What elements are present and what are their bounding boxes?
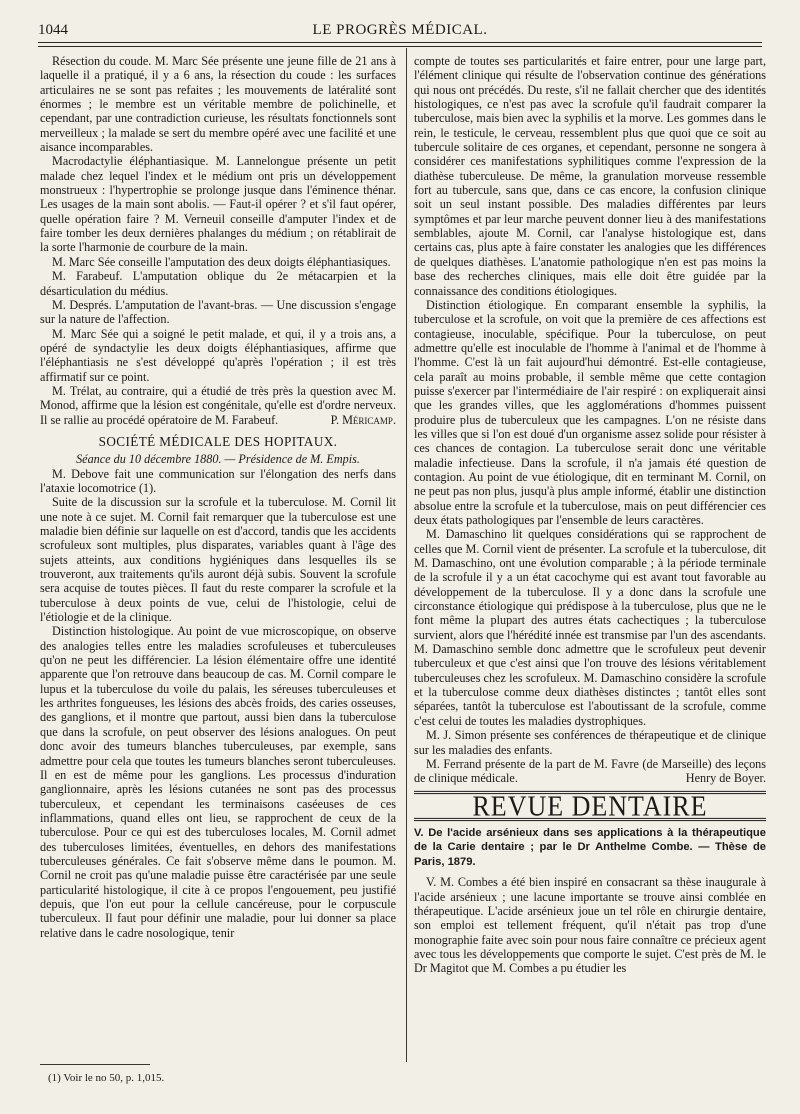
left-column [40,54,396,1064]
signature-boyer: Henry de Boyer. [685,771,766,786]
paragraph-marc-see-2: M. Marc Sée qui a soigné le petit malade, et qui, il y a trois ans, a opéré de syndactylie les deux doigts éléphantiasiques, affirme que l'éléphantiasis ne s'est développé qu'après l'opération ; il est très affirmatif sur ce point. [40,326,396,384]
section-title: SOCIÉTÉ MÉDICALE DES HOPITAUX. [98,433,338,449]
footnote: (1) Voir le no 50, p. 1,015. [48,1072,165,1084]
paragraph-ferrand [414,757,766,786]
paragraph-resection-coude: Résection du coude. M. Marc Sée présente une jeune fille de 21 ans à laquelle il a pratiqué, il y a 6 ans, la résection du coude : les surfaces articulaires ne se sont pas refaites ; les mouvements de latéralité sont énormes ; le membre est un véritable membre de polichinelle, et cependant, par une contradiction curieuse, les résultats fonctionnels sont merveilleux ; la malade se sert du membre opéré avec une facilité et une aisance incomparables. [40,54,396,155]
session-subtitle [40,452,396,466]
revue-subtitle [414,826,766,870]
paragraph-debove: M. Debove fait une communication sur l'élongation des nerfs dans l'ataxie locomotrice (1). [40,466,396,495]
paragraph-macrodactylie: Macrodactylie éléphantiasique. M. Lannelongue présente un petit malade chez lequel l'index et le médium ont pris un développement monstrueux : l'hypertrophie se prolonge jusque dans l'éminence thénar. Les usages de la main sont abolis. — Faut-il opérer ? et s'il faut opérer, quelle opération faire ? M. Verneuil conseille d'amputer l'index et de faire tomber les deux dernières phalanges du médium ; on rétablirait de la sorte l'harmonie de courbure de la main. [40,154,396,255]
header-rule [38,42,762,43]
revue-subtitle-text: V. De l'acide arsénieux dans ses applications à la thérapeutique de la Carie dentaire ; par le Dr Anthelme Combe. — Thèse de Paris, 1879. [414,826,766,868]
paragraph-ferrand-text: M. Ferrand présente de la part de M. Favre (de Marseille) des leçons de clinique médicale. [414,756,766,786]
session-subtitle-text: Séance du 10 décembre 1880. — Présidence de M. Empis. [76,452,360,467]
column-divider [406,48,407,1062]
page-header [38,18,762,42]
paragraph-distinction-etiologique: Distinction étiologique. En comparant ensemble la syphilis, la tuberculose et la scrofule, on voit que la première de ces affections est contagieuse, inoculable, spécifique. Pour la tuberculose, on peut admettre qu'elle est inoculable de l'homme à l'animal et de l'homme à l'homme. C'est là un fait aujourd'hui démontré. Est-elle contagieuse, cela paraît au moins probable, il semble même que cette contagion puisse s'exercer par l'intermédiaire de l'air respiré : on expliquerait ainsi que les grandes villes, que les agglomérations d'hommes puissent produire plus de tuberculeux que les campagnes. L'on ne résiste dans les villes que si l'on est doué d'un organisme assez solide pour résister à ces chances de contagion. La tuberculose serait donc une véritable maladie infectieuse. Dans la scrofule, il n'a jamais été question de contagion. Au point de vue étiologique, dit en terminant M. Cornil, on ne peut pas non plus, jusqu'à plus ample informé, établir une distinction absolue entre la scrofule et la tuberculose, mais on peut différencier ces deux états pathologiques par l'ensemble de leurs caractères. [414,297,766,527]
paragraph-marc-see: M. Marc Sée conseille l'amputation des deux doigts éléphantiasiques. [52,254,391,269]
paragraph-farabeuf: M. Farabeuf. L'amputation oblique du 2e métacarpien et la désarticulation du médius. [40,269,396,298]
paragraph-despres: M. Després. L'amputation de l'avant-bras. — Une discussion s'engage sur la nature de l'affection. [40,297,396,327]
page-number: 1044 [38,22,68,38]
paragraph-discussion: Suite de la discussion sur la scrofule et la tuberculose. M. Cornil lit une note à ce sujet. M. Cornil fait remarquer que la tuberculose est une maladie bien définie sur laquelle on est d'accord, tandis que les accidents scrofuleux sont multiples, plus disparates, variables quant à l'âge des sujets atteints, aux conditions hygiéniques dans lesquelles ils se trouveront, aux traitements qu'ils auront déjà subis. Souvent la scrofule sera acquise de toutes pièces. Il faut du reste comparer la scrofule et la tuberculose à deux points de vue, celui de l'histologie, celui de l'étiologie et de la clinique. [40,495,396,625]
paragraph-continuation: compte de toutes ses particularités et faire entrer, pour une large part, l'élément clinique qui résulte de l'observation continue des générations qui nous ont précédés. Du reste, s'il ne fallait chercher que des identités histologiques, ce n'est pas avec la scrofule qu'il faudrait comparer la tuberculose, mais bien avec la syphilis et la morve. Les gommes dans le rein, le testicule, le cerveau, ressemblent plus que quoi que ce soit au tubercule solitaire de ces organes, et cependant, personne ne songera à considérer ces manifestations syphilitiques comme l'expression de la diathèse tuberculeuse. De même, la granulation morveuse ressemble fort au tubercule, sans que, dans ce cas encore, la confusion clinique soit un seul instant possible. Des maladies différentes par leurs symptômes et par leur marche peuvent donner lieu à des manifestations semblables, ajoute M. Cornil, car l'analyse histologique est, dans certains cas, plus apte à faire constater les analogies que les différences de quelques diathèses. L'anatomie pathologique n'en est pas moins la base des recherches cliniques, mais elle doit être guidée par la connaissance des conditions étiologiques. [414,54,766,298]
paragraph-trelat-text: M. Trélat, au contraire, qui a étudié de très près la question avec M. Monod, affirme que la lésion est congénitale, qu'elle est d'ordre nerveux. Il se rallie au procédé opératoire de M. Farabeuf. [40,383,396,427]
signature-mericamp: P. Méricamp. [330,412,396,427]
right-column [414,54,766,1094]
paragraph-distinction-histologique: Distinction histologique. Au point de vue microscopique, on observe des analogies telles entre les maladies scrofuleuses et tuberculeuses qu'on ne peut les différencier. La lésion élémentaire offre une identité apparente que l'on retrouve dans beaucoup de cas. M. Cornil compare le lupus et la tuberculose du voile du palais, les séreuses tuberculeuses et les arthrites fongueuses, les lésions des abcès froids, des caries osseuses, des ganglions, et il montre que partout, aussi bien dans la tuberculose que dans la scrofule, on peut observer des lésions analogues. On peut donc avoir des tumeurs blanches tuberculeuses, par exemple, sans admettre pour cela que toutes les tumeurs blanches seront tuberculeuses. Il en est de même pour les ganglions. Les processus d'induration ganglionnaire, après les lésions cutanées ne sont pas des processus tuberculeux, et cependant les terminaisons caséeuses de ces inflammations, quand elles ont lieu, se rapprochent de ceux de la tuberculose. Pour ce qui est des tuberculoses locales, M. Cornil admet des tuberculoses limitées, éventuelles, en dehors des manifestations tuberculeuses générales. Ce fait s'observe même dans le poumon. M. Cornil ne croit pas qu'une maladie puisse être caractérisée par une seule particularité histologique, il cite à ce propos l'engouement, peu justifié depuis, que l'on eut pour la cellule cancéreuse, pour le corpuscule tuberculeux. Il faut pour définir une maladie, pour lui donner sa place relative dans le cadre nosologique, tenir [40,624,396,940]
paragraph-trelat [40,384,396,427]
paragraph-combes: V. M. Combes a été bien inspiré en consacrant sa thèse inaugurale à l'acide arsénieux ; une lacune importante se trouve ainsi comblée en thérapeutique. L'acide arsénieux joue un tel rôle en chirurgie dentaire, son emploi est tellement fréquent, qu'il n'était pas trop d'une monographie faite avec soin pour nous faire connaître ce précieux agent avec tous les développements que comporte le sujet. C'est près de M. le Dr Magitot que M. Combes a pu étudier les [414,875,766,976]
revue-dentaire-title: REVUE DENTAIRE [414,790,766,821]
header-rule-double [38,46,762,47]
paragraph-damaschino: M. Damaschino lit quelques considérations qui se rapprochent de celles que M. Cornil vient de présenter. La scrofule et la tuberculose, dit M. Damaschino, ont une évolution comparable ; à la période terminale de la scrofule il y a un état cacochyme qui est avant tout favorable au développement de la tuberculose. Il y a donc dans la scrofule une circonstance étiologique qui prédispose à la tuberculose, plus que ne le font même la plupart des autres états cachectiques ; la tuberculose survient, alors que l'hérédité innée est transmise par l'un des ascendants. M. Damaschino semble donc admettre que le scrofuleux peut devenir tuberculeux et que c'est ainsi que l'on trouve des lésions véritablement tuberculeuses chez les scrofuleux. M. Damaschino considère la scrofule et la tuberculose comme deux diathèses distinctes ; tantôt elles sont séparées, tantôt la tuberculose est l'aboutissant de la scrofule, comme c'est celui de toutes les maladies dystrophiques. [414,527,766,728]
running-title: LE PROGRÈS MÉDICAL. [312,22,488,38]
paragraph-simon: M. J. Simon présente ses conférences de thérapeutique et de clinique sur les maladies des enfants. [414,728,766,757]
footnote-rule [40,1064,150,1065]
